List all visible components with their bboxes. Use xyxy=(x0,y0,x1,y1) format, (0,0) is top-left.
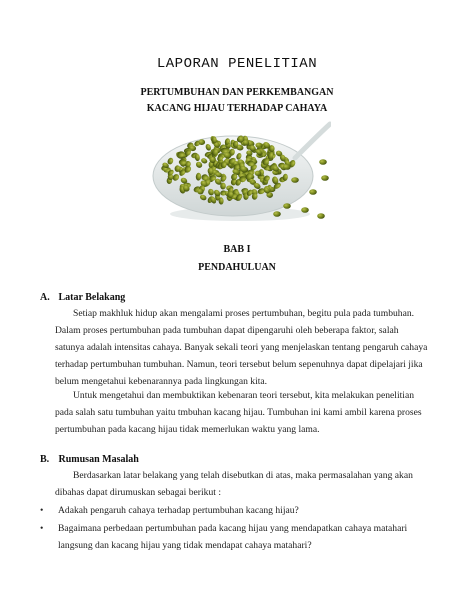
bullet-symbol: • xyxy=(40,523,44,534)
bean xyxy=(317,213,325,219)
paragraph-line: pertumbuhan pada kacang hijau tidak memerlukan waktu yang lama. xyxy=(55,424,320,435)
chapter-number: BAB I xyxy=(223,244,251,255)
paragraph-line: pada salah satu tumbuhan yaitu tmbuhan kacang hijau. Tumbuhan ini kami ambil karena proses xyxy=(55,407,422,418)
list-item-text xyxy=(58,520,443,554)
paragraph-line: Berdasarkan latar belakang yang telah disebutkan di atas, maka permasalahan yang akan xyxy=(73,470,413,481)
paragraph-line: Untuk mengetahui dan membuktikan kebenaran teori tersebut, kita melakukan penelitian xyxy=(73,390,414,401)
paragraph-line: dibahas dapat dirumuskan sebagai berikut : xyxy=(55,487,221,498)
section-b-title: Rumusan Masalah xyxy=(58,454,139,465)
background-paragraph-2 xyxy=(55,387,433,438)
bean xyxy=(273,211,281,217)
report-subtitle-line2: KACANG HIJAU TERHADAP CAHAYA xyxy=(146,103,328,114)
bean xyxy=(321,175,329,181)
background-paragraph-1 xyxy=(55,305,433,390)
bean xyxy=(319,159,327,165)
section-a-title: Latar Belakang xyxy=(58,292,126,303)
paragraph-line: Dalam proses pertumbuhan pada tumbuhan dapat dipengaruhi oleh beberapa faktor, salah xyxy=(55,325,399,336)
list-item-line: Bagaimana perbedaan pertumbuhan pada kacang hijau yang mendapatkan cahaya matahari xyxy=(58,523,408,534)
chapter-title: PENDAHULUAN xyxy=(198,262,276,273)
list-item-line: langsung dan kacang hijau yang tidak mendapat cahaya matahari? xyxy=(58,540,312,551)
section-a-heading xyxy=(40,292,125,303)
section-a-label: A. xyxy=(40,292,50,303)
report-title: LAPORAN PENELITIAN xyxy=(156,56,318,72)
paragraph-line: satunya adalah intensitas cahaya. Banyak sekali teori yang menjelaskan tentang pengaruh cahaya xyxy=(55,342,428,353)
paragraph-line: belum mengetahui kebenarannya pada lingkungan kita. xyxy=(55,376,268,387)
paragraph-line: terhadap pertumbuhan tumbuhan. Namun, teori tersebut belum sepenuhnya dapat dipelajari jika xyxy=(55,359,423,370)
section-b-label: B. xyxy=(40,454,50,465)
section-b-heading xyxy=(40,454,139,465)
bean xyxy=(283,203,291,209)
list-item-text: Adakah pengaruh cahaya terhadap pertumbuhan kacang hijau? xyxy=(58,505,299,516)
bullet-symbol: • xyxy=(40,505,44,516)
report-subtitle-line1: PERTUMBUHAN DAN PERKEMBANGAN xyxy=(140,87,334,98)
bean xyxy=(291,177,299,183)
bean xyxy=(301,207,309,213)
bean xyxy=(309,189,317,195)
mung-bean-photo xyxy=(145,118,331,226)
paragraph-line: Setiap makhluk hidup akan mengalami proses pertumbuhan, begitu pula pada tumbuhan. xyxy=(73,308,415,319)
problem-paragraph xyxy=(55,467,433,501)
